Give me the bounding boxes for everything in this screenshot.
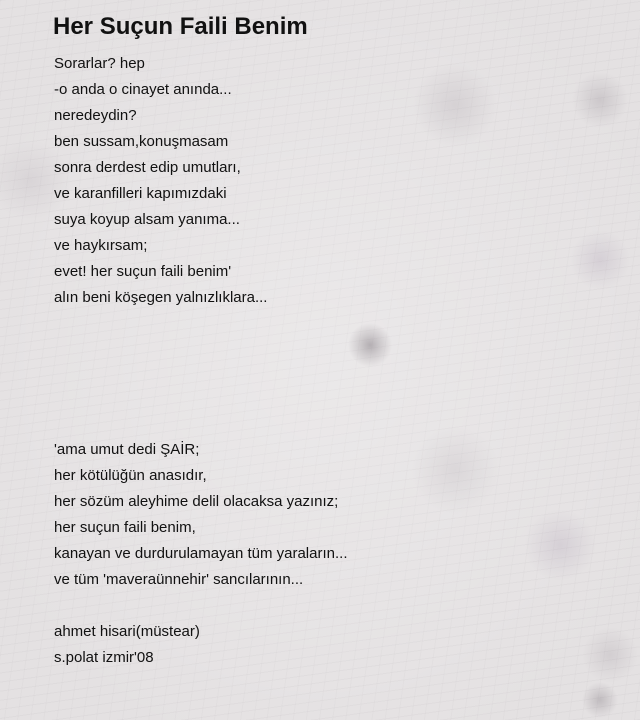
poem-line: neredeydin?	[54, 107, 137, 124]
poem-line: ve karanfilleri kapımızdaki	[54, 185, 227, 202]
poem-line: her suçun faili benim,	[54, 519, 196, 536]
poem-stanza-2	[54, 437, 348, 593]
poem-line: her sözüm aleyhime delil olacaksa yazınız;	[54, 493, 339, 510]
poem-line: kanayan ve durdurulamayan tüm yaraların...	[54, 545, 348, 562]
poem-line: suya koyup alsam yanıma...	[54, 211, 240, 228]
poem-line: ve haykırsam;	[54, 237, 148, 254]
poem-line: 'ama umut dedi ŞAİR;	[54, 441, 200, 458]
poem-line: alın beni köşegen yalnızlıklara...	[54, 289, 268, 306]
poem-line: Sorarlar? hep	[54, 55, 145, 72]
poem-line: ve tüm 'maveraünnehir' sancılarının...	[54, 571, 304, 588]
poem-signature	[54, 619, 200, 671]
poem-line: ben sussam,konuşmasam	[54, 133, 229, 150]
poem-line: sonra derdest edip umutları,	[54, 159, 241, 176]
poem-stanza-1	[54, 51, 267, 311]
poem-line: her kötülüğün anasıdır,	[54, 467, 207, 484]
place-date-line: s.polat izmir'08	[54, 649, 154, 666]
author-line: ahmet hisari(müstear)	[54, 623, 200, 640]
poem-title: Her Suçun Faili Benim	[53, 13, 308, 40]
poem-line: -o anda o cinayet anında...	[54, 81, 232, 98]
poem-line: evet! her suçun faili benim'	[54, 263, 232, 280]
